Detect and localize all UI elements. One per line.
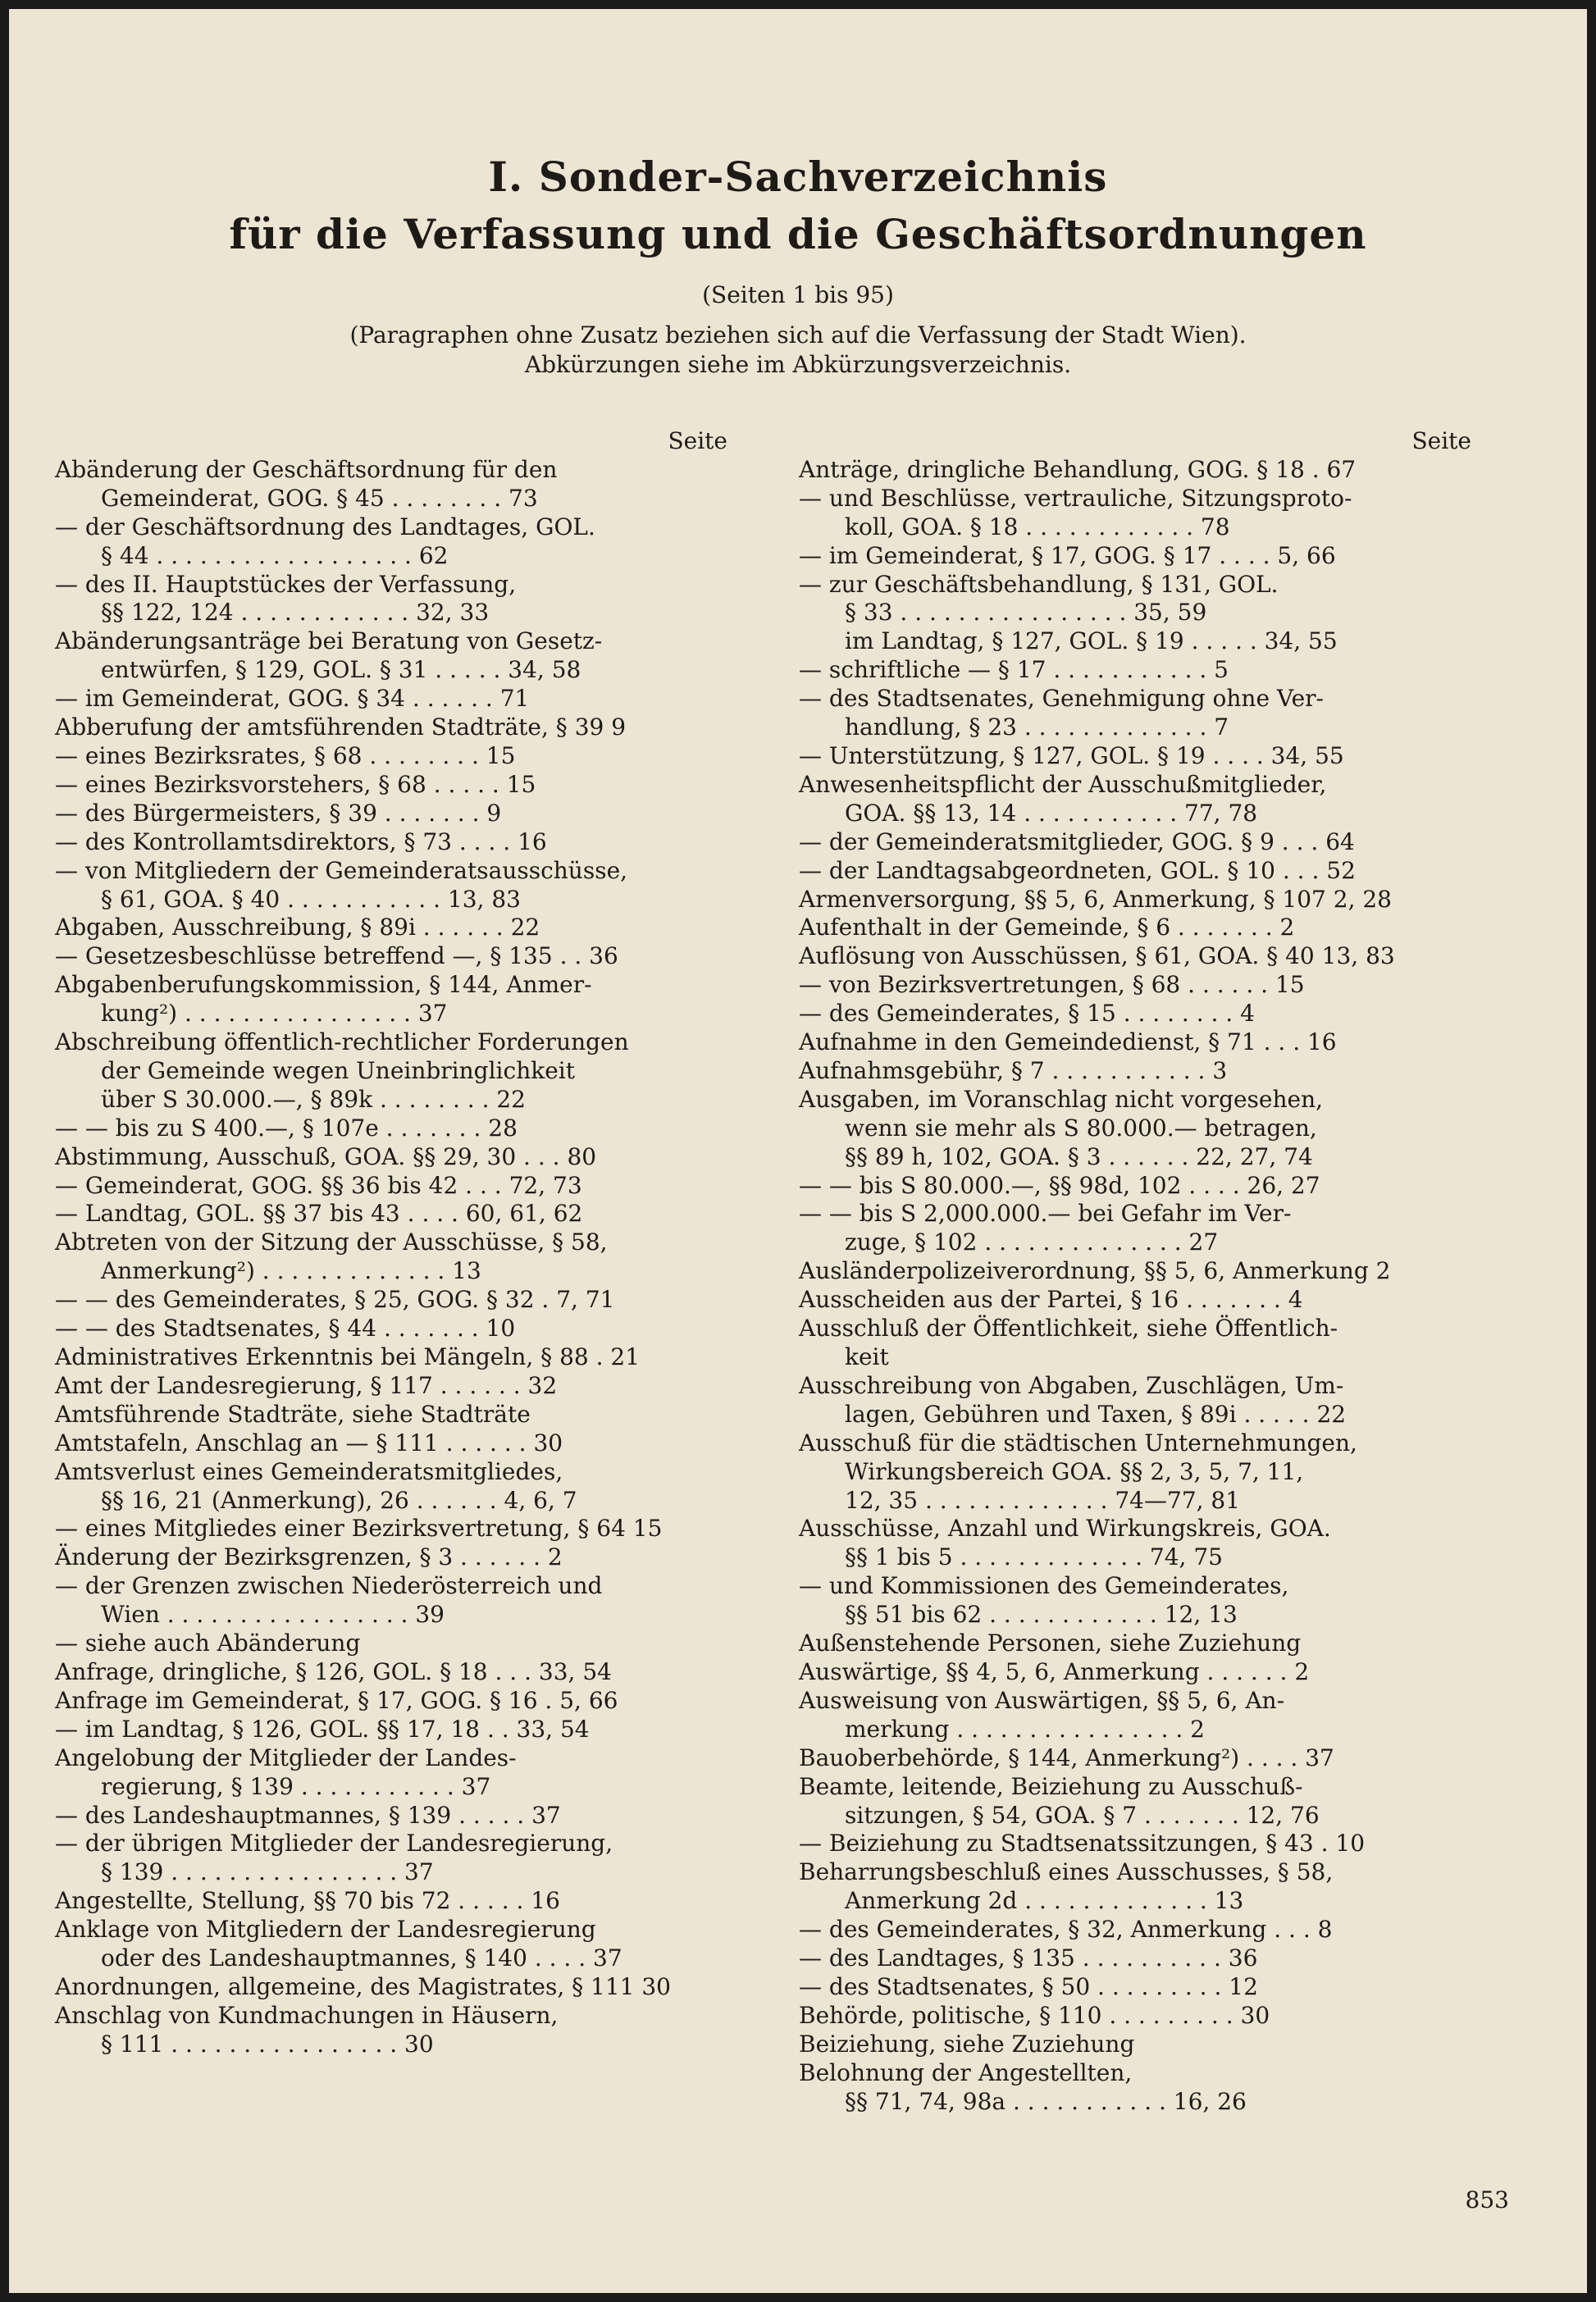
index-entry: zuge, § 102 . . . . . . . . . . . . . . 27 xyxy=(845,1228,1219,1256)
header xyxy=(9,148,1587,380)
index-entry: Anträge, dringliche Behandlung, GOG. § 18 . 67 xyxy=(799,455,1357,483)
index-entry: Anordnungen, allgemeine, des Magistrates, § 111 30 xyxy=(55,1972,671,2000)
index-entry: Ausschuß für die städtischen Unternehmungen, xyxy=(799,1429,1357,1456)
index-entry: Abtreten von der Sitzung der Ausschüsse, § 58, xyxy=(55,1228,608,1256)
index-entry: Anschlag von Kundmachungen in Häusern, xyxy=(55,2001,559,2029)
index-entry: Beharrungsbeschluß eines Ausschusses, § 58, xyxy=(799,1858,1334,1886)
index-entry: — des Landeshauptmannes, § 139 . . . . . 37 xyxy=(55,1801,561,1829)
index-entry: — und Kommissionen des Gemeinderates, xyxy=(799,1572,1289,1600)
index-entry: Abschreibung öffentlich-rechtlicher Forderungen xyxy=(55,1028,629,1056)
index-entry: lagen, Gebühren und Taxen, § 89i . . . . . 22 xyxy=(845,1400,1347,1428)
index-entry: Beamte, leitende, Beiziehung zu Ausschuß- xyxy=(799,1772,1303,1800)
index-entry: Abänderungsanträge bei Beratung von Gesetz- xyxy=(55,627,603,655)
entries-left xyxy=(55,456,727,2059)
index-entry: § 44 . . . . . . . . . . . . . . . . . . 62 xyxy=(101,541,449,569)
index-entry: keit xyxy=(845,1343,889,1370)
index-entry: §§ 51 bis 62 . . . . . . . . . . . . 12, 13 xyxy=(845,1601,1238,1629)
index-entry: — Gesetzesbeschlüsse betreffend —, § 135 . . 36 xyxy=(55,942,618,970)
index-entry: — der Gemeinderatsmitglieder, GOG. § 9 . . . 64 xyxy=(799,827,1355,855)
index-entry: — der Geschäftsordnung des Landtages, GOL. xyxy=(55,513,595,540)
index-entry: — der Landtagsabgeordneten, GOL. § 10 . . . 52 xyxy=(799,856,1356,884)
index-entry: — eines Bezirksrates, § 68 . . . . . . . . 15 xyxy=(55,741,516,769)
index-entry: — des Gemeinderates, § 15 . . . . . . . . 4 xyxy=(799,1000,1255,1028)
index-entry: der Gemeinde wegen Uneinbringlichkeit xyxy=(101,1056,575,1084)
index-entry: — eines Bezirksvorstehers, § 68 . . . . . 15 xyxy=(55,770,536,798)
index-entry: § 33 . . . . . . . . . . . . . . . . 35, 59 xyxy=(845,599,1207,627)
index-entry: — Unterstützung, § 127, GOL. § 19 . . . . 34, 55 xyxy=(799,741,1344,769)
index-entry: 12, 35 . . . . . . . . . . . . . 74—77, 81 xyxy=(845,1486,1241,1514)
index-entry: Ausschluß der Öffentlichkeit, siehe Öffentlich- xyxy=(799,1315,1338,1342)
index-entry: Abberufung der amtsführenden Stadträte, § 39 9 xyxy=(55,713,627,741)
index-entry: Änderung der Bezirksgrenzen, § 3 . . . . . . 2 xyxy=(55,1543,563,1571)
index-column-left xyxy=(55,427,727,2059)
index-entry: entwürfen, § 129, GOL. § 31 . . . . . 34, 58 xyxy=(101,656,581,684)
index-entry: — des Gemeinderates, § 32, Anmerkung . . . 8 xyxy=(799,1916,1333,1944)
index-entry: — im Gemeinderat, GOG. § 34 . . . . . . 71 xyxy=(55,685,530,713)
index-entry: — — bis zu S 400.—, § 107e . . . . . . . 28 xyxy=(55,1114,518,1142)
index-entry: — des Kontrollamtsdirektors, § 73 . . . . 16 xyxy=(55,827,547,855)
document-page xyxy=(9,9,1587,2293)
index-entry: §§ 71, 74, 98a . . . . . . . . . . . 16, 26 xyxy=(845,2087,1247,2115)
index-entry: koll, GOA. § 18 . . . . . . . . . . . . 78 xyxy=(845,513,1230,540)
index-entry: über S 30.000.—, § 89k . . . . . . . . 22 xyxy=(101,1085,526,1113)
index-entry: — siehe auch Abänderung xyxy=(55,1630,361,1657)
note-line-2: Abkürzungen siehe im Abkürzungsverzeichnis. xyxy=(524,351,1072,378)
index-entry: Außenstehende Personen, siehe Zuziehung xyxy=(799,1630,1302,1657)
index-entry: kung²) . . . . . . . . . . . . . . . . 37 xyxy=(101,1000,448,1028)
index-entry: Aufnahme in den Gemeindedienst, § 71 . . . 16 xyxy=(799,1028,1337,1056)
index-entry: — der übrigen Mitglieder der Landesregierung, xyxy=(55,1830,613,1858)
page-number: 853 xyxy=(1465,2186,1509,2213)
index-entry: Administratives Erkenntnis bei Mängeln, § 88 . 21 xyxy=(55,1343,641,1370)
index-entry: — des Landtages, § 135 . . . . . . . . . . 36 xyxy=(799,1944,1258,1972)
index-entry: handlung, § 23 . . . . . . . . . . . . . 7 xyxy=(845,713,1229,741)
index-entry: Auflösung von Ausschüssen, § 61, GOA. § 40 13, 83 xyxy=(799,942,1395,970)
index-entry: Bauoberbehörde, § 144, Anmerkung²) . . . . 37 xyxy=(799,1744,1334,1771)
index-entry: Amtstafeln, Anschlag an — § 111 . . . . . . 30 xyxy=(55,1429,563,1456)
index-entry: Anmerkung²) . . . . . . . . . . . . . 13 xyxy=(101,1257,481,1285)
index-entry: Abgabenberufungskommission, § 144, Anmer- xyxy=(55,971,592,999)
index-entry: Ausweisung von Auswärtigen, §§ 5, 6, An- xyxy=(799,1686,1285,1714)
index-entry: — der Grenzen zwischen Niederösterreich und xyxy=(55,1572,603,1600)
index-entry: Angelobung der Mitglieder der Landes- xyxy=(55,1744,517,1771)
index-entry: § 139 . . . . . . . . . . . . . . . . 37 xyxy=(101,1858,434,1886)
index-entry: §§ 122, 124 . . . . . . . . . . . . 32, 33 xyxy=(101,599,490,627)
index-entry: Anmerkung 2d . . . . . . . . . . . . . 13 xyxy=(845,1887,1244,1915)
index-entry: Ausgaben, im Voranschlag nicht vorgesehen, xyxy=(799,1085,1324,1113)
index-entry: — des Stadtsenates, § 50 . . . . . . . . . 12 xyxy=(799,1972,1258,2000)
index-entry: Anfrage im Gemeinderat, § 17, GOG. § 16 . 5, 66 xyxy=(55,1686,618,1714)
index-entry: — des Stadtsenates, Genehmigung ohne Ver- xyxy=(799,685,1324,713)
index-entry: — von Mitgliedern der Gemeinderatsausschüsse, xyxy=(55,856,628,884)
index-entry: — Beiziehung zu Stadtsenatssitzungen, § 43 . 10 xyxy=(799,1830,1366,1858)
subtitle: (Seiten 1 bis 95) xyxy=(702,281,894,308)
index-entry: Abgaben, Ausschreibung, § 89i . . . . . . 22 xyxy=(55,914,540,941)
index-entry: §§ 89 h, 102, GOA. § 3 . . . . . . 22, 27, 74 xyxy=(845,1142,1313,1170)
index-entry: — — bis S 80.000.—, §§ 98d, 102 . . . . 26, 27 xyxy=(799,1171,1320,1199)
index-entry: §§ 1 bis 5 . . . . . . . . . . . . . 74, 75 xyxy=(845,1543,1223,1571)
index-entry: — des Bürgermeisters, § 39 . . . . . . . 9 xyxy=(55,799,502,827)
index-entry: Gemeinderat, GOG. § 45 . . . . . . . . 73 xyxy=(101,484,538,512)
note-line-1: (Paragraphen ohne Zusatz beziehen sich auf die Verfassung der Stadt Wien). xyxy=(349,321,1247,349)
index-entry: — Landtag, GOL. §§ 37 bis 43 . . . . 60, 61, 62 xyxy=(55,1200,583,1228)
index-entry: Wien . . . . . . . . . . . . . . . . . 39 xyxy=(101,1601,445,1629)
index-entry: — des II. Hauptstückes der Verfassung, xyxy=(55,570,517,598)
index-entry: — — des Gemeinderates, § 25, GOG. § 32 . 7, 71 xyxy=(55,1286,615,1314)
index-entry: — — des Stadtsenates, § 44 . . . . . . . 10 xyxy=(55,1315,516,1342)
index-entry: Amtsverlust eines Gemeinderatsmitgliedes, xyxy=(55,1457,563,1485)
index-entry: Aufenthalt in der Gemeinde, § 6 . . . . . . . 2 xyxy=(799,914,1295,941)
index-entry: — zur Geschäftsbehandlung, § 131, GOL. xyxy=(799,570,1279,598)
index-entry: — schriftliche — § 17 . . . . . . . . . . . 5 xyxy=(799,656,1229,684)
index-entry: Ausscheiden aus der Partei, § 16 . . . . . . . 4 xyxy=(799,1286,1303,1314)
index-entry: merkung . . . . . . . . . . . . . . . . 2 xyxy=(845,1715,1205,1743)
index-entry: oder des Landeshauptmannes, § 140 . . . . 37 xyxy=(101,1944,622,1972)
title-line-2: für die Verfassung und die Geschäftsordnungen xyxy=(229,210,1367,258)
index-entry: — Gemeinderat, GOG. §§ 36 bis 42 . . . 72, 73 xyxy=(55,1171,582,1199)
index-entry: § 61, GOA. § 40 . . . . . . . . . . . 13, 83 xyxy=(101,885,521,913)
entries-right xyxy=(799,456,1471,2117)
index-entry: wenn sie mehr als S 80.000.— betragen, xyxy=(845,1114,1317,1142)
title-line-1: I. Sonder-Sachverzeichnis xyxy=(488,153,1108,201)
index-entry: Abstimmung, Ausschuß, GOA. §§ 29, 30 . . . 80 xyxy=(55,1142,597,1170)
index-entry: Angestellte, Stellung, §§ 70 bis 72 . . . . . 16 xyxy=(55,1887,560,1915)
index-entry: Beiziehung, siehe Zuziehung xyxy=(799,2030,1135,2058)
index-entry: Anklage von Mitgliedern der Landesregierung xyxy=(55,1916,596,1944)
seite-label-right: Seite xyxy=(1411,427,1471,454)
index-entry: Ausschüsse, Anzahl und Wirkungskreis, GOA. xyxy=(799,1515,1331,1543)
seite-label-left: Seite xyxy=(668,427,727,454)
index-entry: — eines Mitgliedes einer Bezirksvertretung, § 64 15 xyxy=(55,1515,663,1543)
index-entry: — im Landtag, § 126, GOL. §§ 17, 18 . . 33, 54 xyxy=(55,1715,590,1743)
index-entry: — von Bezirksvertretungen, § 68 . . . . . . 15 xyxy=(799,971,1305,999)
index-entry: Amt der Landesregierung, § 117 . . . . . . 32 xyxy=(55,1371,558,1399)
index-entry: Abänderung der Geschäftsordnung für den xyxy=(55,455,558,483)
index-entry: — im Gemeinderat, § 17, GOG. § 17 . . . . 5, 66 xyxy=(799,541,1336,569)
index-entry: Auswärtige, §§ 4, 5, 6, Anmerkung . . . . . . 2 xyxy=(799,1657,1310,1685)
index-entry: Aufnahmsgebühr, § 7 . . . . . . . . . . . 3 xyxy=(799,1056,1228,1084)
index-entry: Armenversorgung, §§ 5, 6, Anmerkung, § 107 2, 28 xyxy=(799,885,1392,913)
index-entry: Anfrage, dringliche, § 126, GOL. § 18 . . . 33, 54 xyxy=(55,1657,612,1685)
index-entry: — — bis S 2,000.000.— bei Gefahr im Ver- xyxy=(799,1200,1292,1228)
index-entry: Ausländerpolizeiverordnung, §§ 5, 6, Anmerkung 2 xyxy=(799,1257,1391,1285)
index-entry: Belohnung der Angestellten, xyxy=(799,2058,1133,2086)
index-entry: Behörde, politische, § 110 . . . . . . . . . 30 xyxy=(799,2001,1270,2029)
index-entry: §§ 16, 21 (Anmerkung), 26 . . . . . . 4, 6, 7 xyxy=(101,1486,577,1514)
index-column-right xyxy=(799,427,1471,2116)
index-entry: Amtsführende Stadträte, siehe Stadträte xyxy=(55,1400,531,1428)
index-entry: regierung, § 139 . . . . . . . . . . . 37 xyxy=(101,1772,491,1800)
index-entry: § 111 . . . . . . . . . . . . . . . . 30 xyxy=(101,2030,434,2058)
index-entry: — und Beschlüsse, vertrauliche, Sitzungsproto- xyxy=(799,484,1352,512)
index-entry: im Landtag, § 127, GOL. § 19 . . . . . 34, 55 xyxy=(845,627,1338,655)
index-entry: Anwesenheitspflicht der Ausschußmitglieder, xyxy=(799,770,1327,798)
index-entry: sitzungen, § 54, GOA. § 7 . . . . . . . 12, 76 xyxy=(845,1801,1320,1829)
index-entry: GOA. §§ 13, 14 . . . . . . . . . . . 77, 78 xyxy=(845,799,1258,827)
index-entry: Wirkungsbereich GOA. §§ 2, 3, 5, 7, 11, xyxy=(845,1457,1304,1485)
index-entry: Ausschreibung von Abgaben, Zuschlägen, Um- xyxy=(799,1371,1344,1399)
